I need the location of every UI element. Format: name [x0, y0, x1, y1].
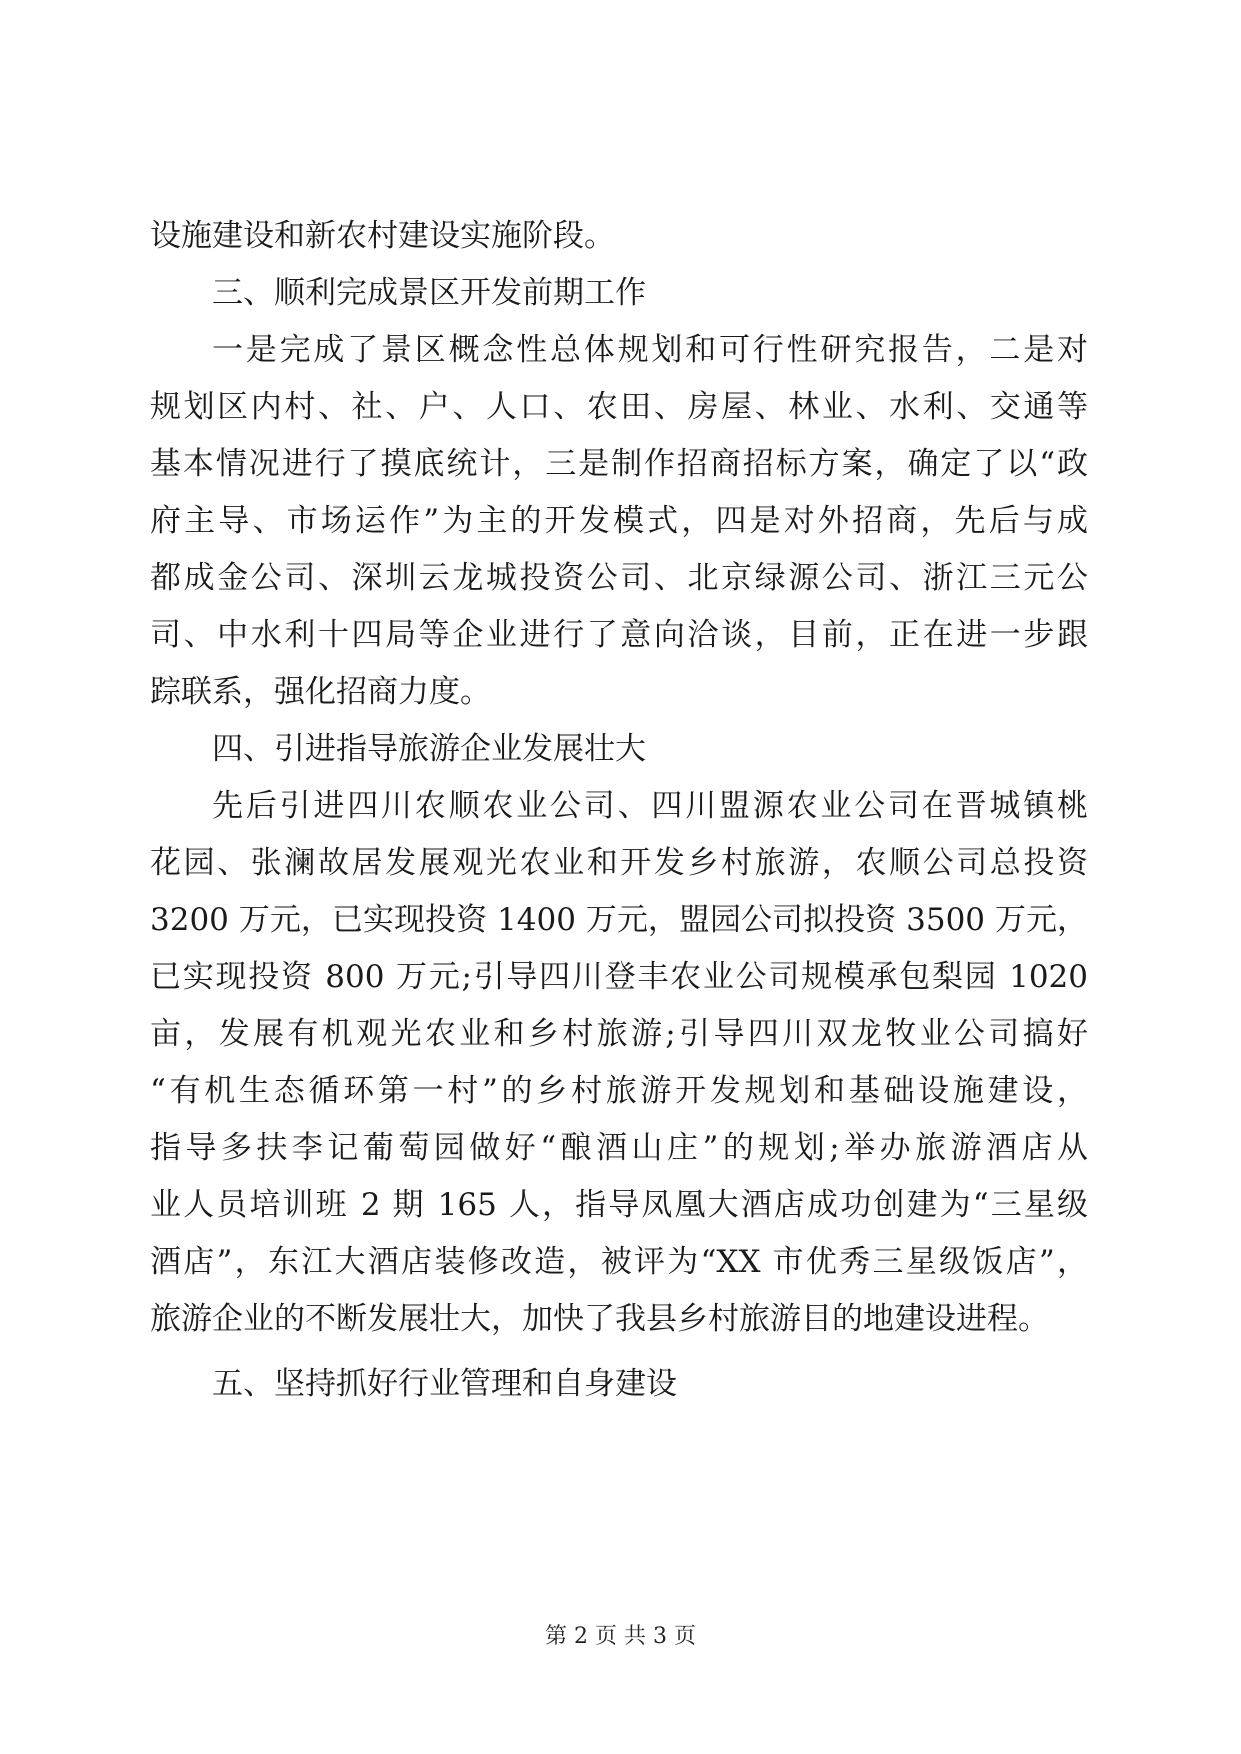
paragraph-line: 花园、张澜故居发展观光农业和开发乡村旅游，农顺公司总投资: [150, 845, 1088, 881]
paragraph-line: 设施建设和新农村建设实施阶段。: [150, 218, 615, 254]
page-number-footer: 第 2 页 共 3 页: [545, 1624, 696, 1649]
paragraph-line: 都成金公司、深圳云龙城投资公司、北京绿源公司、浙江三元公: [150, 560, 1088, 596]
paragraph-line: 业人员培训班 2 期 165 人，指导凤凰大酒店成功创建为“三星级: [150, 1187, 1088, 1223]
paragraph-line: 3200 万元，已实现投资 1400 万元，盟园公司拟投资 3500 万元，: [150, 902, 1088, 938]
paragraph-line: 基本情况进行了摸底统计，三是制作招商招标方案，确定了以“政: [150, 446, 1088, 482]
paragraph-line: “有机生态循环第一村”的乡村旅游开发规划和基础设施建设，: [150, 1073, 1088, 1109]
section-heading-4: 四、引进指导旅游企业发展壮大: [212, 731, 646, 767]
paragraph-line: 酒店”，东江大酒店装修改造，被评为“XX 市优秀三星级饭店”，: [150, 1244, 1088, 1280]
paragraph-line: 踪联系，强化招商力度。: [150, 674, 491, 710]
spacer: [150, 1348, 1088, 1356]
paragraph-line: 一是完成了景区概念性总体规划和可行性研究报告，二是对: [212, 332, 1088, 368]
paragraph-line: 先后引进四川农顺农业公司、四川盟源农业公司在晋城镇桃: [212, 788, 1088, 824]
paragraph-line: 府主导、市场运作”为主的开发模式，四是对外招商，先后与成: [150, 503, 1088, 539]
paragraph-line: 指导多扶李记葡萄园做好“酿酒山庄”的规划;举办旅游酒店从: [150, 1130, 1088, 1166]
paragraph-line: 已实现投资 800 万元;引导四川登丰农业公司规模承包梨园 1020: [150, 959, 1088, 995]
paragraph-line: 亩，发展有机观光农业和乡村旅游;引导四川双龙牧业公司搞好: [150, 1016, 1088, 1052]
section-heading-5: 五、坚持抓好行业管理和自身建设: [212, 1366, 677, 1402]
document-body: [150, 208, 1088, 1413]
section-heading-3: 三、顺利完成景区开发前期工作: [212, 275, 646, 311]
paragraph-line: 司、中水利十四局等企业进行了意向洽谈，目前，正在进一步跟: [150, 617, 1088, 653]
paragraph-line: 旅游企业的不断发展壮大，加快了我县乡村旅游目的地建设进程。: [150, 1301, 1049, 1337]
paragraph-line: 规划区内村、社、户、人口、农田、房屋、林业、水利、交通等: [150, 389, 1088, 425]
